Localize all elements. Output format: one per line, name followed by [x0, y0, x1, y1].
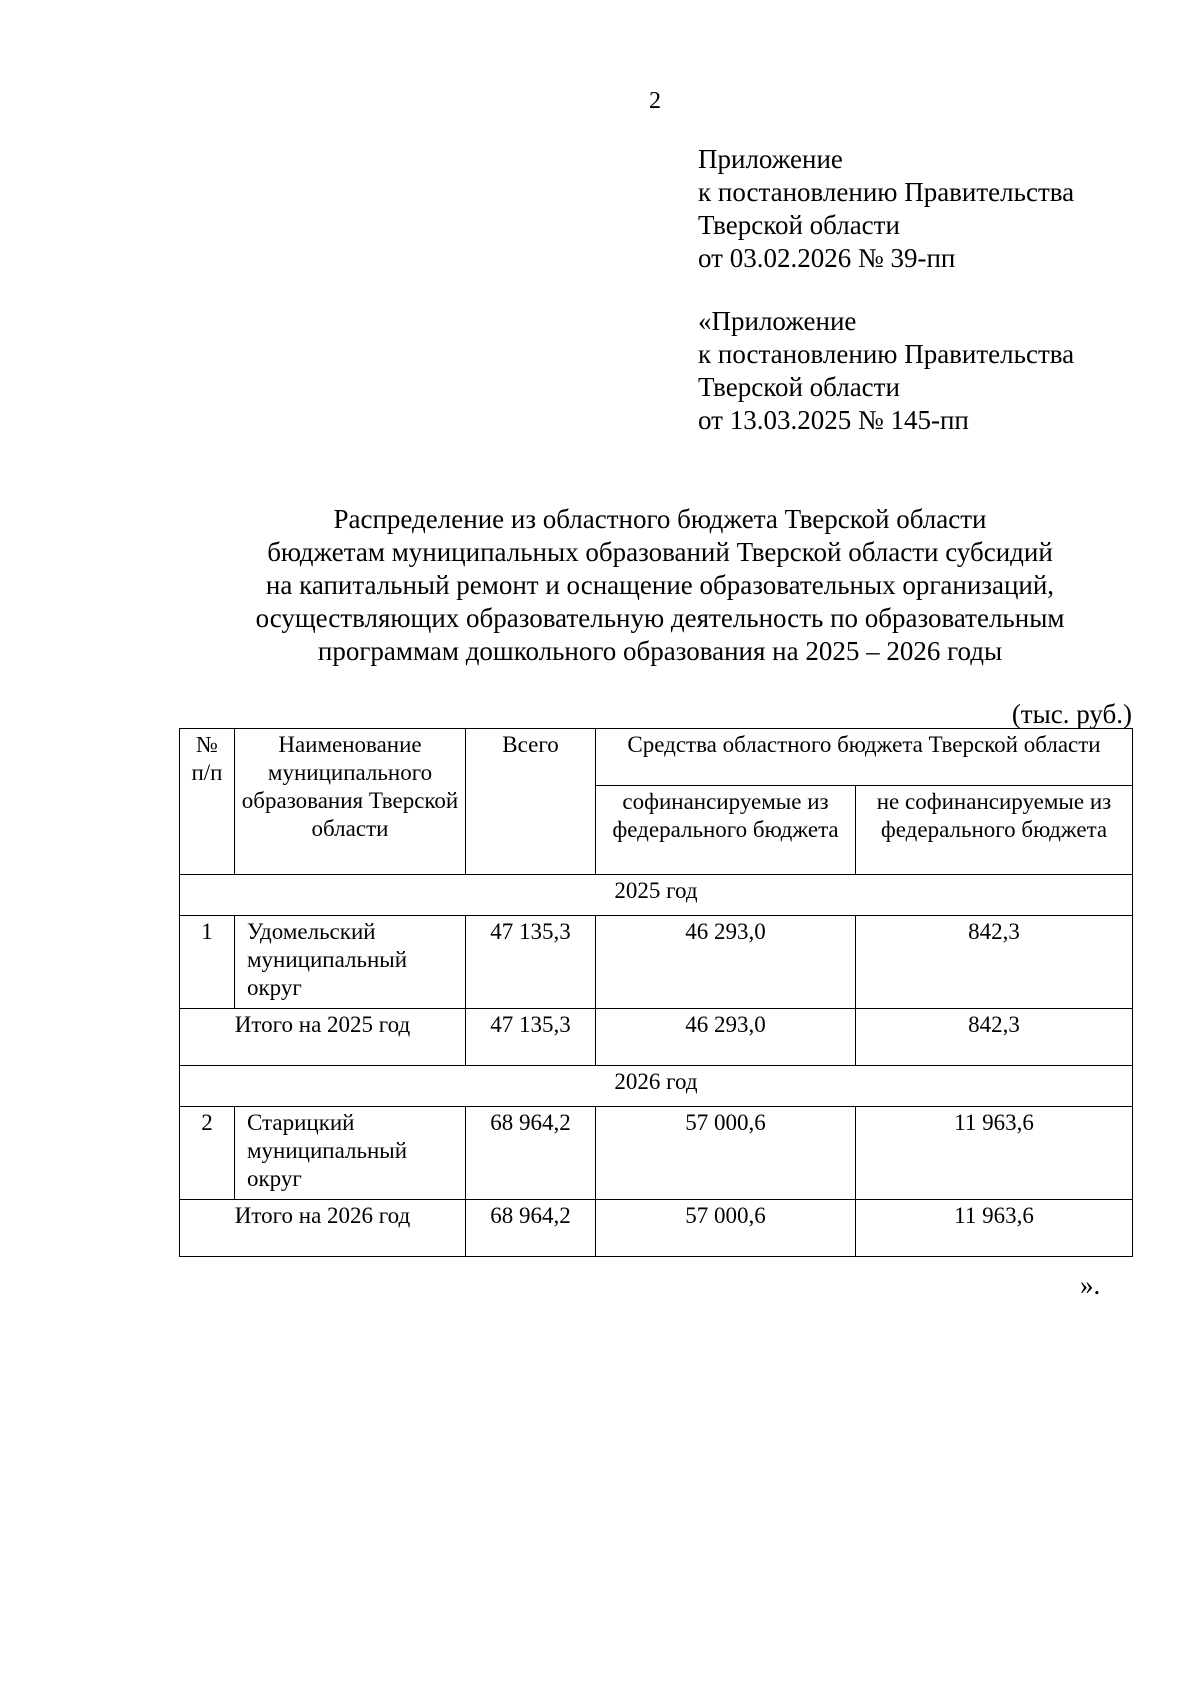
cell-name: Удомельский муниципальный округ	[235, 916, 466, 1009]
header-total: Всего	[466, 729, 596, 875]
subtotal-total: 68 964,2	[466, 1200, 596, 1257]
appendix-line: Приложение	[698, 144, 843, 174]
title-line: осуществляющих образовательную деятельность по образовательным	[255, 603, 1065, 633]
subsidy-table	[179, 728, 1133, 1257]
year-label: 2025 год	[180, 875, 1133, 916]
appendix-line: от 03.02.2026 № 39-пп	[698, 243, 956, 273]
header-num: № п/п	[180, 729, 235, 875]
page-number: 2	[649, 88, 661, 114]
title-line: программам дошкольного образования на 2025 – 2026 годы	[317, 636, 1003, 666]
cell-not-cofinanced: 842,3	[856, 916, 1133, 1009]
appendix-line: Тверской области	[698, 372, 900, 402]
appendix-line: «Приложение	[698, 306, 857, 336]
cell-cofinanced: 46 293,0	[596, 916, 856, 1009]
cell-total: 68 964,2	[466, 1107, 596, 1200]
header-regional-funds: Средства областного бюджета Тверской области	[596, 729, 1133, 786]
year-label: 2026 год	[180, 1066, 1133, 1107]
subtotal-row	[180, 1009, 1133, 1066]
appendix-line: к постановлению Правительства	[698, 177, 1075, 207]
subtotal-cofinanced: 46 293,0	[596, 1009, 856, 1066]
header-not-cofinanced: не софинансируемые из федерального бюджета	[856, 786, 1133, 875]
subtotal-label: Итого на 2025 год	[180, 1009, 466, 1066]
cell-num: 2	[180, 1107, 235, 1200]
title-line: бюджетам муниципальных образований Тверской области субсидий	[267, 537, 1053, 567]
cell-num: 1	[180, 916, 235, 1009]
table-row	[180, 916, 1133, 1009]
subtotal-not-cofinanced: 11 963,6	[856, 1200, 1133, 1257]
title-line: Распределение из областного бюджета Тверской области	[333, 504, 987, 534]
document-title	[180, 503, 1140, 668]
subtotal-not-cofinanced: 842,3	[856, 1009, 1133, 1066]
subtotal-total: 47 135,3	[466, 1009, 596, 1066]
appendix-header-current	[698, 143, 1074, 275]
appendix-line: от 13.03.2025 № 145-пп	[698, 405, 969, 435]
cell-not-cofinanced: 11 963,6	[856, 1107, 1133, 1200]
cell-name: Старицкий муниципальный округ	[235, 1107, 466, 1200]
cell-cofinanced: 57 000,6	[596, 1107, 856, 1200]
units-label: (тыс. руб.)	[1011, 699, 1132, 729]
title-line: на капитальный ремонт и оснащение образовательных организаций,	[265, 570, 1055, 600]
header-cofinanced: софинансируемые из федерального бюджета	[596, 786, 856, 875]
subtotal-cofinanced: 57 000,6	[596, 1200, 856, 1257]
appendix-line: Тверской области	[698, 210, 900, 240]
appendix-header-original	[698, 305, 1074, 437]
subtotal-row	[180, 1200, 1133, 1257]
table-header-row	[180, 729, 1133, 786]
appendix-line: к постановлению Правительства	[698, 339, 1075, 369]
cell-total: 47 135,3	[466, 916, 596, 1009]
header-name: Наименование муниципального образования Тверской области	[235, 729, 466, 875]
year-row	[180, 1066, 1133, 1107]
subtotal-label: Итого на 2026 год	[180, 1200, 466, 1257]
year-row	[180, 875, 1133, 916]
table-row	[180, 1107, 1133, 1200]
closing-quote: ».	[1080, 1270, 1101, 1300]
